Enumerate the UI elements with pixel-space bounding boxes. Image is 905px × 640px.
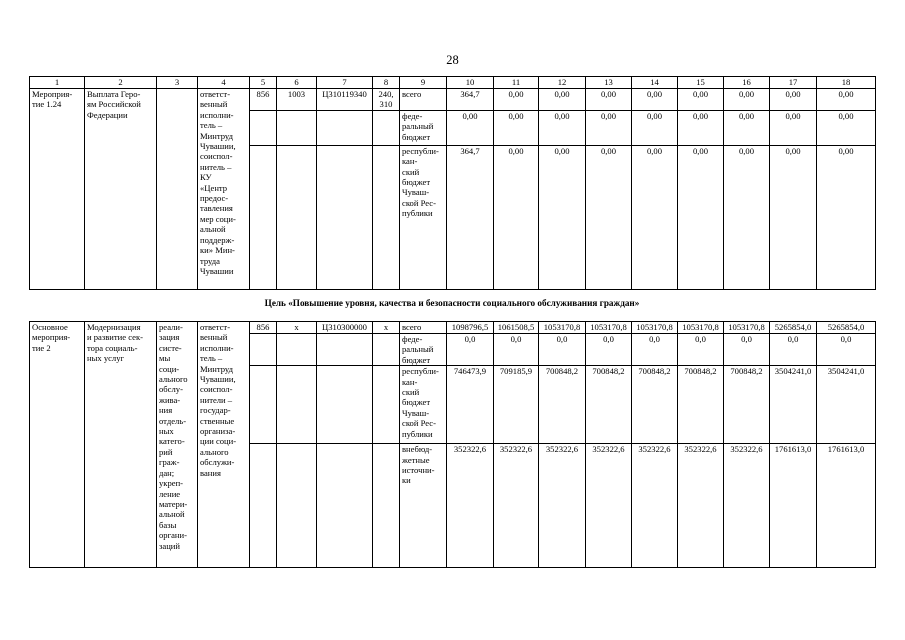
value-cell: 364,7 [447, 89, 494, 111]
value-cell: 1053170,8 [724, 322, 770, 334]
empty-cell [317, 366, 373, 444]
value-cell: 1098796,5 [447, 322, 494, 334]
value-cell: 0,00 [632, 110, 678, 145]
value-cell: 352322,6 [539, 444, 586, 568]
value-cell: 1053170,8 [586, 322, 632, 334]
value-cell: 0,0 [586, 334, 632, 366]
value-cell: 0,00 [770, 89, 817, 111]
empty-cell [373, 444, 400, 568]
code-grbs: 856 [250, 89, 277, 111]
value-cell: 0,00 [586, 110, 632, 145]
empty-cell [250, 145, 277, 289]
empty-cell [277, 366, 317, 444]
empty-cell [373, 366, 400, 444]
value-cell: 1061508,5 [494, 322, 539, 334]
empty-cell [373, 110, 400, 145]
code-section: х [277, 322, 317, 334]
header-col-4: 4 [198, 77, 250, 89]
empty-cell [317, 145, 373, 289]
empty-cell [277, 334, 317, 366]
header-col-5: 5 [250, 77, 277, 89]
funding-source: феде- ральный бюджет [400, 334, 447, 366]
value-cell: 0,00 [539, 145, 586, 289]
value-cell: 352322,6 [632, 444, 678, 568]
header-col-12: 12 [539, 77, 586, 89]
header-col-17: 17 [770, 77, 817, 89]
value-cell: 0,00 [817, 110, 876, 145]
value-cell: 700848,2 [678, 366, 724, 444]
value-cell: 0,00 [494, 110, 539, 145]
measure-goal-cell: реали- зация систе- мы соци- ального обслу- жива- ния отдель- ных катего- рий граж- дан; укреп- ление матери- альной базы органи- заций [157, 322, 198, 568]
value-cell: 0,00 [586, 145, 632, 289]
header-col-14: 14 [632, 77, 678, 89]
header-col-11: 11 [494, 77, 539, 89]
page-number: 28 [446, 53, 459, 67]
value-cell: 352322,6 [586, 444, 632, 568]
empty-cell [250, 444, 277, 568]
header-col-10: 10 [447, 77, 494, 89]
value-cell: 0,00 [770, 145, 817, 289]
empty-cell [250, 110, 277, 145]
responsible-executor: ответст- венный исполни- тель – Минтруд Чувашии, соиспол- нитель – КУ «Центр предос- тавления мер соци- альной поддерж- ки» Мин- труда Чувашии [198, 89, 250, 290]
funding-source: республи- кан- ский бюджет Чуваш- ской Рес- публики [400, 145, 447, 289]
code-expense-type: 240, 310 [373, 89, 400, 111]
value-cell: 0,00 [632, 89, 678, 111]
header-col-13: 13 [586, 77, 632, 89]
value-cell: 0,0 [632, 334, 678, 366]
value-cell: 709185,9 [494, 366, 539, 444]
value-cell: 700848,2 [724, 366, 770, 444]
value-cell: 0,00 [586, 89, 632, 111]
measure-goal-cell [157, 89, 198, 290]
value-cell: 0,0 [770, 334, 817, 366]
value-cell: 0,0 [724, 334, 770, 366]
value-cell: 0,00 [678, 145, 724, 289]
value-cell: 1053170,8 [678, 322, 724, 334]
measure-id: Мероприя- тие 1.24 [30, 89, 85, 290]
empty-cell [317, 334, 373, 366]
code-target-article: Ц310300000 [317, 322, 373, 334]
header-col-16: 16 [724, 77, 770, 89]
value-cell: 352322,6 [678, 444, 724, 568]
funding-source: республи- кан- ский бюджет Чуваш- ской Рес- публики [400, 366, 447, 444]
value-cell: 0,00 [494, 145, 539, 289]
value-cell: 0,0 [678, 334, 724, 366]
value-cell: 0,00 [724, 89, 770, 111]
value-cell: 0,0 [447, 334, 494, 366]
header-col-7: 7 [317, 77, 373, 89]
header-col-2: 2 [85, 77, 157, 89]
value-cell: 0,00 [678, 110, 724, 145]
value-cell: 0,00 [447, 110, 494, 145]
value-cell: 0,00 [724, 110, 770, 145]
value-cell: 3504241,0 [770, 366, 817, 444]
value-cell: 1761613,0 [817, 444, 876, 568]
empty-cell [277, 110, 317, 145]
value-cell: 0,00 [539, 110, 586, 145]
value-cell: 700848,2 [632, 366, 678, 444]
funding-source: всего [400, 322, 447, 334]
column-number-header-row [30, 77, 876, 89]
code-expense-type: х [373, 322, 400, 334]
value-cell: 364,7 [447, 145, 494, 289]
value-cell: 352322,6 [494, 444, 539, 568]
value-cell: 3504241,0 [817, 366, 876, 444]
header-col-15: 15 [678, 77, 724, 89]
empty-cell [277, 444, 317, 568]
value-cell: 352322,6 [447, 444, 494, 568]
header-col-6: 6 [277, 77, 317, 89]
empty-cell [250, 334, 277, 366]
empty-cell [317, 110, 373, 145]
value-cell: 0,00 [770, 110, 817, 145]
value-cell: 0,00 [494, 89, 539, 111]
empty-cell [277, 145, 317, 289]
funding-source: внебюд- жетные источни- ки [400, 444, 447, 568]
measure-title: Модернизация и развитие сек- тора социаль- ных услуг [85, 322, 157, 568]
goal-title: Цель «Повышение уровня, качества и безопасности социального обслуживания граждан» [264, 298, 640, 308]
empty-cell [373, 334, 400, 366]
value-cell: 0,00 [632, 145, 678, 289]
value-cell: 0,0 [494, 334, 539, 366]
value-cell: 0,00 [539, 89, 586, 111]
code-grbs: 856 [250, 322, 277, 334]
header-col-18: 18 [817, 77, 876, 89]
value-cell: 746473,9 [447, 366, 494, 444]
empty-cell [373, 145, 400, 289]
value-cell: 0,00 [678, 89, 724, 111]
value-cell: 0,00 [817, 89, 876, 111]
empty-cell [250, 366, 277, 444]
value-cell: 0,00 [724, 145, 770, 289]
value-cell: 1761613,0 [770, 444, 817, 568]
code-target-article: Ц310119340 [317, 89, 373, 111]
value-cell: 1053170,8 [632, 322, 678, 334]
program-table-measure-1-24 [29, 76, 876, 290]
funding-source: феде- ральный бюджет [400, 110, 447, 145]
value-cell: 0,0 [539, 334, 586, 366]
header-col-1: 1 [30, 77, 85, 89]
responsible-executor: ответст- венный исполни- тель – Минтруд Чувашии, соиспол- нители – государ- ственные организа- ции соци- ального обслужи- вания [198, 322, 250, 568]
funding-source: всего [400, 89, 447, 111]
value-cell: 1053170,8 [539, 322, 586, 334]
value-cell: 5265854,0 [817, 322, 876, 334]
value-cell: 700848,2 [539, 366, 586, 444]
empty-cell [317, 444, 373, 568]
value-cell: 0,00 [817, 145, 876, 289]
header-col-3: 3 [157, 77, 198, 89]
value-cell: 5265854,0 [770, 322, 817, 334]
measure-id: Основное мероприя- тие 2 [30, 322, 85, 568]
table-row [30, 89, 876, 111]
header-col-8: 8 [373, 77, 400, 89]
value-cell: 352322,6 [724, 444, 770, 568]
value-cell: 700848,2 [586, 366, 632, 444]
measure-title: Выплата Геро- ям Российской Федерации [85, 89, 157, 290]
header-col-9: 9 [400, 77, 447, 89]
value-cell: 0,0 [817, 334, 876, 366]
code-section: 1003 [277, 89, 317, 111]
table-row [30, 322, 876, 334]
program-table-main-measure-2 [29, 321, 876, 568]
